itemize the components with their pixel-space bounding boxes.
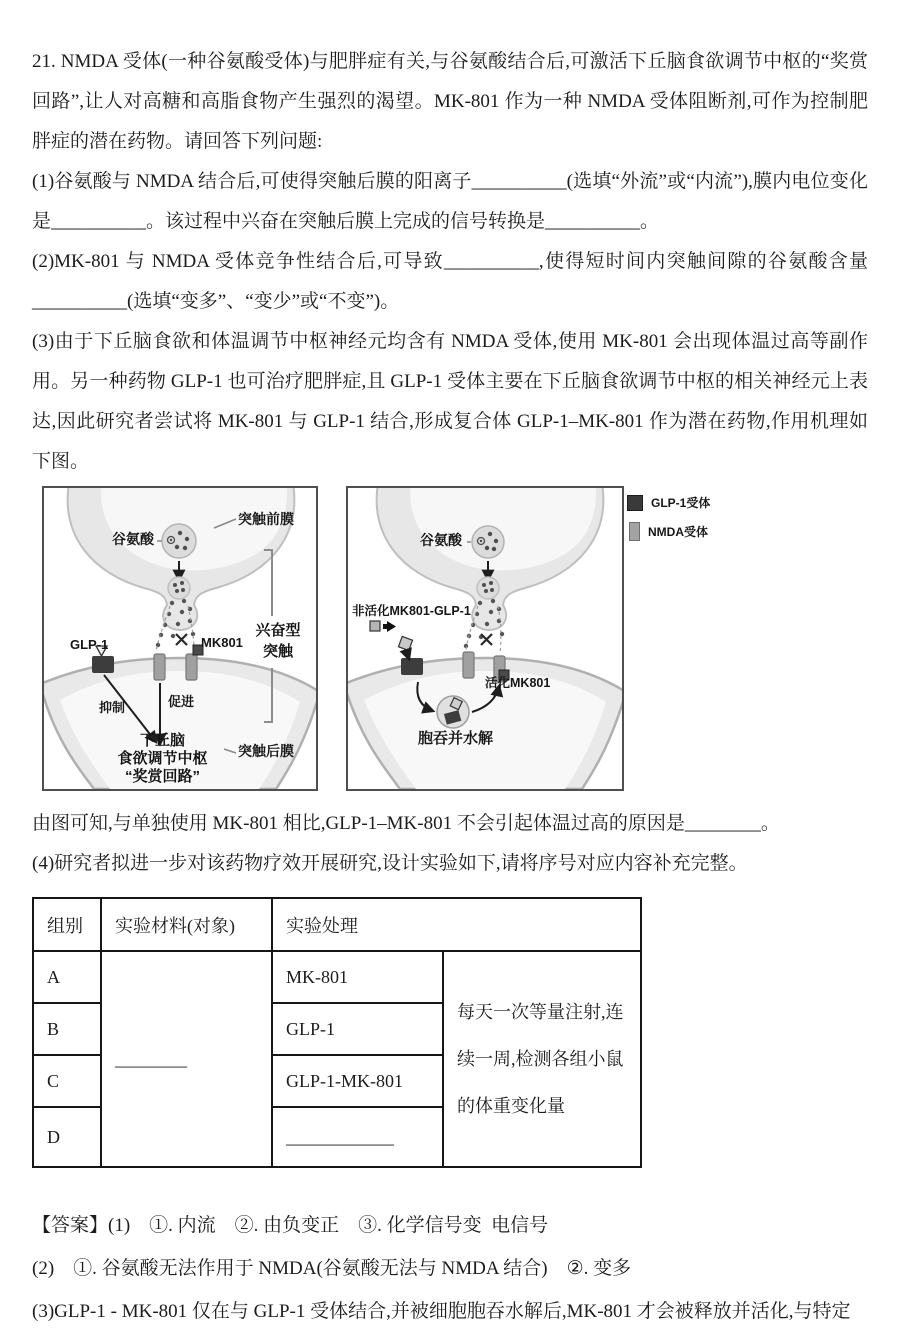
group-b: B bbox=[33, 1003, 101, 1055]
question-part2: (2)MK-801 与 NMDA 受体竞争性结合后,可导致__________,使得短时间内突触间隙的谷氨酸含量__________(选填“变多”、“变少”或“不变”)。 bbox=[32, 251, 868, 312]
nmda-receptor-icon bbox=[629, 522, 640, 541]
legend-item-nmda-receptor bbox=[627, 522, 710, 541]
legend-label-nmda: NMDA受体 bbox=[648, 525, 708, 539]
legend-item-glp1-receptor bbox=[627, 494, 710, 511]
label-mk801: MK801 bbox=[201, 635, 243, 650]
shared-treatment: 每天一次等量注射,连续一周,检测各组小鼠的体重变化量 bbox=[443, 951, 641, 1167]
table-header-row bbox=[33, 898, 641, 951]
label-hypothalamus-line2: 食欲调节中枢 bbox=[117, 750, 208, 767]
header-material: 实验材料(对象) bbox=[101, 898, 272, 951]
label-glp1: GLP-1 bbox=[70, 637, 109, 652]
material-blank: ________ bbox=[101, 951, 272, 1167]
label-endocytosis: 胞吞并水解 bbox=[418, 730, 494, 747]
glp1-receptor-icon bbox=[627, 495, 643, 511]
label-promote: 促进 bbox=[168, 694, 195, 709]
label-glutamate-right: 谷氨酸 bbox=[420, 532, 462, 548]
answer-line-2: (2) ①. 谷氨酸无法作用于 NMDA(谷氨酸无法与 NMDA 结合) ②. 变多 bbox=[32, 1258, 632, 1279]
treatment-d-blank: ____________ bbox=[272, 1107, 443, 1167]
answer-line-1: 【答案】(1) ①. 内流 ②. 由负变正 ③. 化学信号变 电信号 bbox=[32, 1215, 549, 1236]
answer-section bbox=[32, 1204, 868, 1333]
legend-label-glp1: GLP-1受体 bbox=[651, 496, 711, 510]
label-excitatory-line2: 突触 bbox=[262, 643, 293, 660]
question-part1: (1)谷氨酸与 NMDA 结合后,可使得突触后膜的阳离子__________(选填“外流”或“内流”),膜内电位变化是__________。该过程中兴奋在突触后膜上完成的信号转换是__________。 bbox=[32, 171, 868, 232]
label-activated-mk801: 活化MK801 bbox=[485, 676, 551, 690]
label-presynaptic-membrane: 突触前膜 bbox=[238, 511, 294, 527]
label-inhibit: 抑制 bbox=[99, 700, 126, 715]
label-hypothalamus-center bbox=[90, 732, 235, 786]
figure-legend bbox=[627, 494, 710, 552]
answer-line-3: (3)GLP-1 - MK-801 仅在与 GLP-1 受体结合,并被细胞胞吞水解后,MK-801 才会被释放并活化,与特定 bbox=[32, 1301, 851, 1322]
label-hypothalamus-line3: “奖赏回路” bbox=[124, 768, 200, 785]
question-part3: (3)由于下丘脑食欲和体温调节中枢神经元均含有 NMDA 受体,使用 MK-801 会出现体温过高等副作用。另一种药物 GLP-1 也可治疗肥胖症,且 GLP-1 受体主要在下丘脑食欲调节中枢的相关神经元上表达,因此研究者尝试将 MK-801 与 GLP-1 结合,形成复合体 GLP-1–MK-801 作为潜在药物,作用机理如下图。 bbox=[32, 331, 868, 472]
label-inactive-complex: 非活化MK801-GLP-1 bbox=[352, 604, 471, 618]
question-intro: 21. NMDA 受体(一种谷氨酸受体)与肥胖症有关,与谷氨酸结合后,可激活下丘脑食欲调节中枢的“奖赏回路”,让人对高糖和高脂食物产生强烈的渴望。MK-801 作为一种 NMDA 受体阻断剂,可作为控制肥胖症的潜在药物。请回答下列问题: bbox=[32, 51, 868, 152]
header-treatment: 实验处理 bbox=[272, 898, 641, 951]
mechanism-figure bbox=[32, 484, 868, 798]
experiment-table bbox=[32, 897, 642, 1168]
treatment-b: GLP-1 bbox=[272, 1003, 443, 1055]
label-excitatory-synapse bbox=[252, 620, 304, 662]
treatment-a: MK-801 bbox=[272, 951, 443, 1003]
figure-panel-glp1-mk801 bbox=[346, 486, 624, 791]
table-row bbox=[33, 951, 641, 1003]
question-after-figure: 由图可知,与单独使用 MK-801 相比,GLP-1–MK-801 不会引起体温过高的原因是________。 bbox=[32, 813, 780, 834]
exam-page bbox=[32, 0, 868, 1333]
question-part4: (4)研究者拟进一步对该药物疗效开展研究,设计实验如下,请将序号对应内容补充完整。 bbox=[32, 853, 748, 874]
figure-panel-mk801 bbox=[42, 486, 318, 791]
group-d: D bbox=[33, 1107, 101, 1167]
header-group: 组别 bbox=[33, 898, 101, 951]
group-a: A bbox=[33, 951, 101, 1003]
treatment-c: GLP-1-MK-801 bbox=[272, 1055, 443, 1107]
label-excitatory-line1: 兴奋型 bbox=[255, 622, 301, 639]
label-glutamate-left: 谷氨酸 bbox=[112, 531, 154, 547]
label-hypothalamus-line1: 下丘脑 bbox=[139, 732, 185, 749]
label-postsynaptic-membrane: 突触后膜 bbox=[238, 743, 294, 759]
group-c: C bbox=[33, 1055, 101, 1107]
